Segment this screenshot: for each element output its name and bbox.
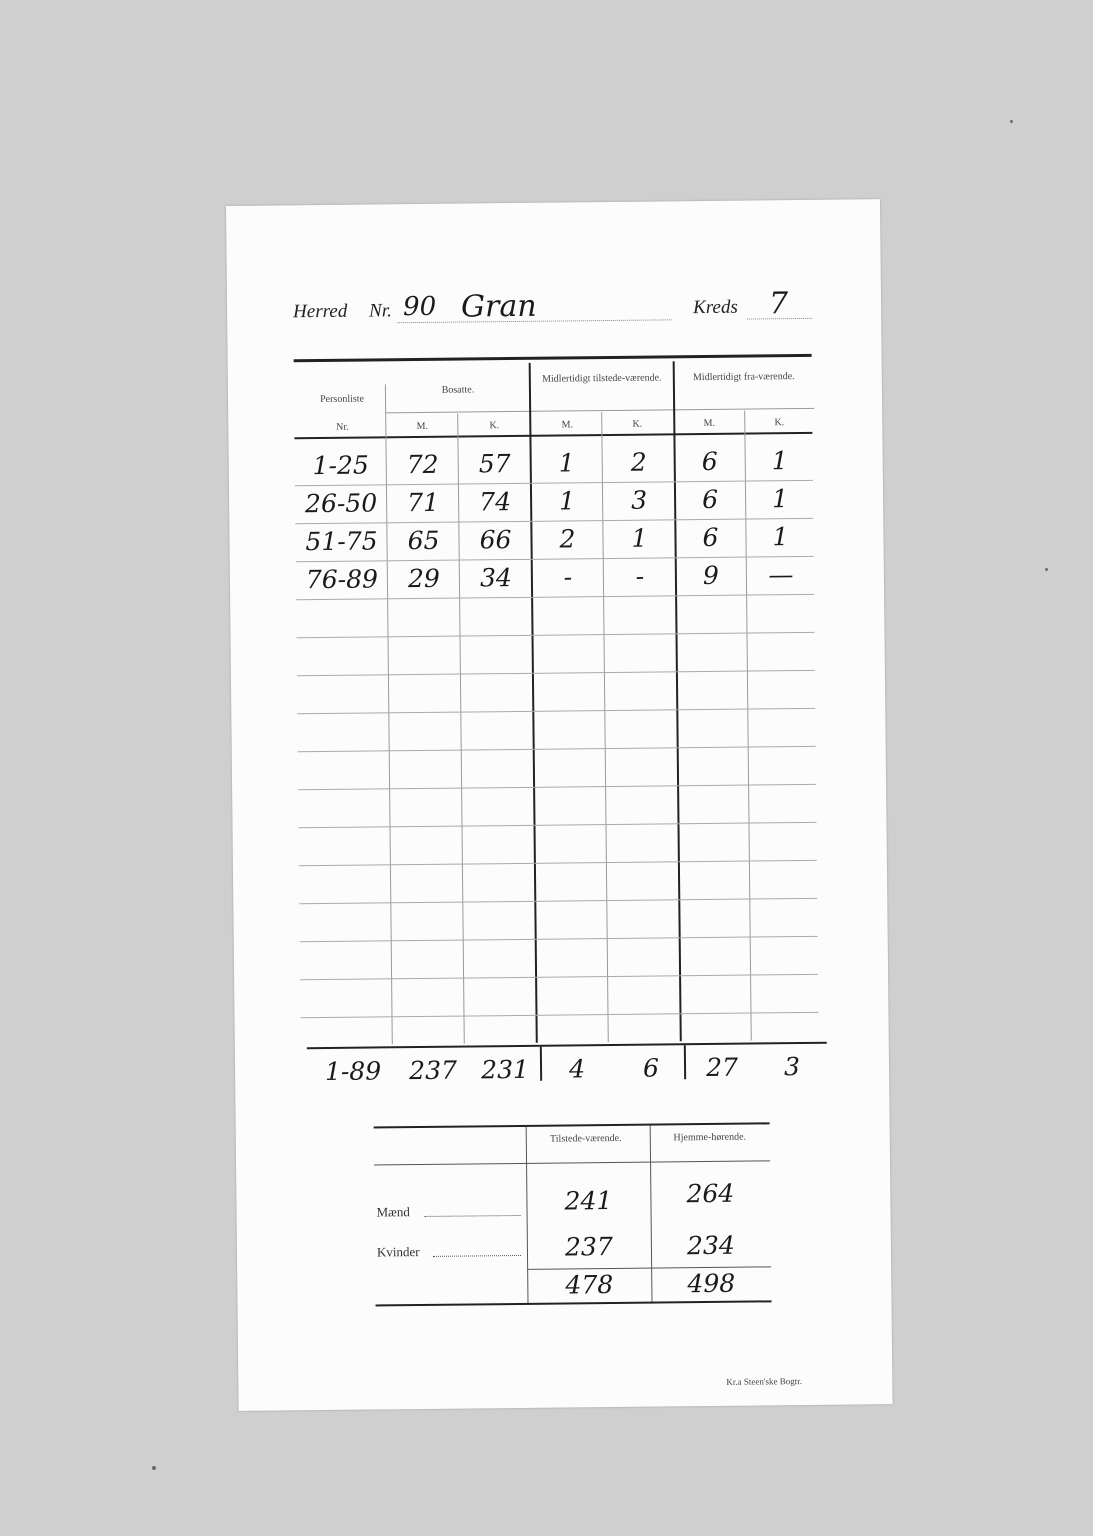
header-fravaerende: Midlertidigt fra-værende.: [692, 371, 795, 384]
total-tilstede-k: 6: [642, 1053, 660, 1083]
header-tilstede-m: M.: [561, 419, 574, 431]
row4-fra-m: 9: [702, 560, 719, 591]
row2-tilstede-m: 1: [559, 486, 576, 516]
summary-header-hjemme: Hjemme-hørende.: [673, 1131, 747, 1144]
row4-bosatte-m: 29: [407, 563, 440, 594]
kvinder-dotted-line: [433, 1255, 521, 1257]
sum-hjemme: 498: [687, 1268, 736, 1299]
sum-tilstede: 478: [565, 1270, 614, 1300]
maend-hjemme: 264: [686, 1178, 735, 1209]
row-line: [300, 974, 818, 980]
summary-bottom-rule: [376, 1300, 772, 1306]
row3-fra-k: 1: [772, 522, 789, 552]
total-nr: 1-89: [324, 1056, 382, 1087]
row4-tilstede-k: -: [635, 561, 645, 591]
row2-bosatte-m: 71: [407, 487, 440, 518]
header-tilstede-k: K.: [632, 418, 643, 430]
row1-tilstede-m: 1: [558, 448, 575, 478]
printer-imprint: Kr.a Steen'ske Bogtr.: [726, 1376, 803, 1387]
header-fra-m: M.: [703, 417, 716, 430]
header-bosatte: Bosatte.: [441, 384, 475, 396]
header-personliste: Personliste: [320, 393, 365, 406]
row4-fra-k: —: [768, 560, 794, 590]
row1-nr: 1-25: [312, 450, 369, 481]
herred-label: Herred: [293, 300, 348, 323]
total-fra-m: 27: [705, 1052, 739, 1083]
header-bosatte-m: M.: [416, 420, 429, 433]
subheader-line: [386, 408, 814, 413]
row1-bosatte-k: 57: [478, 449, 511, 479]
row4-bosatte-k: 34: [479, 563, 512, 593]
row2-nr: 26-50: [304, 488, 378, 519]
background-speck: [1010, 120, 1013, 123]
row1-fra-k: 1: [771, 446, 788, 476]
row3-tilstede-m: 2: [559, 524, 576, 554]
total-tilstede-m: 4: [568, 1054, 586, 1084]
kreds-number: 7: [768, 286, 789, 322]
table-top-rule: [294, 354, 812, 362]
row-line: [297, 708, 815, 714]
row3-nr: 51-75: [305, 526, 378, 557]
row-line: [300, 1012, 818, 1018]
header-tilstede: Midlertidigt tilstede-værende.: [542, 372, 662, 385]
census-form-page: [226, 199, 893, 1411]
row3-fra-m: 6: [702, 522, 719, 553]
row2-fra-k: 1: [771, 484, 789, 514]
kvinder-hjemme: 234: [686, 1230, 735, 1261]
row-line: [300, 936, 818, 942]
kreds-label: Kreds: [692, 296, 738, 319]
summary-header-line: [374, 1160, 770, 1165]
total-fra-k: 3: [783, 1052, 801, 1082]
row-line: [299, 860, 817, 866]
row2-bosatte-k: 74: [479, 487, 512, 517]
row-line: [299, 898, 817, 904]
row1-fra-m: 6: [701, 446, 718, 477]
header-nr: Nr.: [336, 421, 349, 433]
maend-dotted-line: [425, 1215, 521, 1217]
total-rule: [307, 1042, 827, 1049]
background-speck: [1045, 568, 1048, 571]
row4-nr: 76-89: [305, 564, 379, 595]
row-line: [298, 784, 816, 790]
row-line: [296, 594, 814, 600]
maend-tilstede: 241: [564, 1186, 613, 1216]
row-line: [297, 632, 815, 638]
kvinder-tilstede: 237: [564, 1232, 613, 1262]
row1-bosatte-m: 72: [406, 449, 439, 480]
maend-label: Mænd: [376, 1204, 410, 1220]
kvinder-label: Kvinder: [376, 1244, 420, 1260]
nr-label: Nr.: [368, 300, 392, 322]
row3-tilstede-k: 1: [631, 523, 648, 553]
summary-top-rule: [374, 1122, 770, 1128]
row2-fra-m: 6: [701, 484, 719, 515]
row-line: [298, 746, 816, 752]
header-bosatte-k: K.: [489, 420, 500, 432]
herred-name: Gran: [460, 288, 537, 325]
herred-number: 90: [402, 291, 437, 323]
row3-bosatte-k: 66: [479, 525, 512, 555]
background-speck: [152, 1466, 156, 1470]
summary-header-tilstede: Tilstede-værende.: [549, 1132, 622, 1145]
row2-tilstede-k: 3: [630, 485, 648, 515]
total-bosatte-m: 237: [409, 1055, 458, 1086]
header-fra-k: K.: [774, 417, 785, 429]
row-line: [297, 670, 815, 676]
row3-bosatte-m: 65: [407, 525, 440, 556]
total-bosatte-k: 231: [481, 1054, 530, 1085]
row1-tilstede-k: 2: [630, 447, 647, 477]
row4-tilstede-m: -: [563, 562, 573, 592]
row-line: [299, 822, 817, 828]
